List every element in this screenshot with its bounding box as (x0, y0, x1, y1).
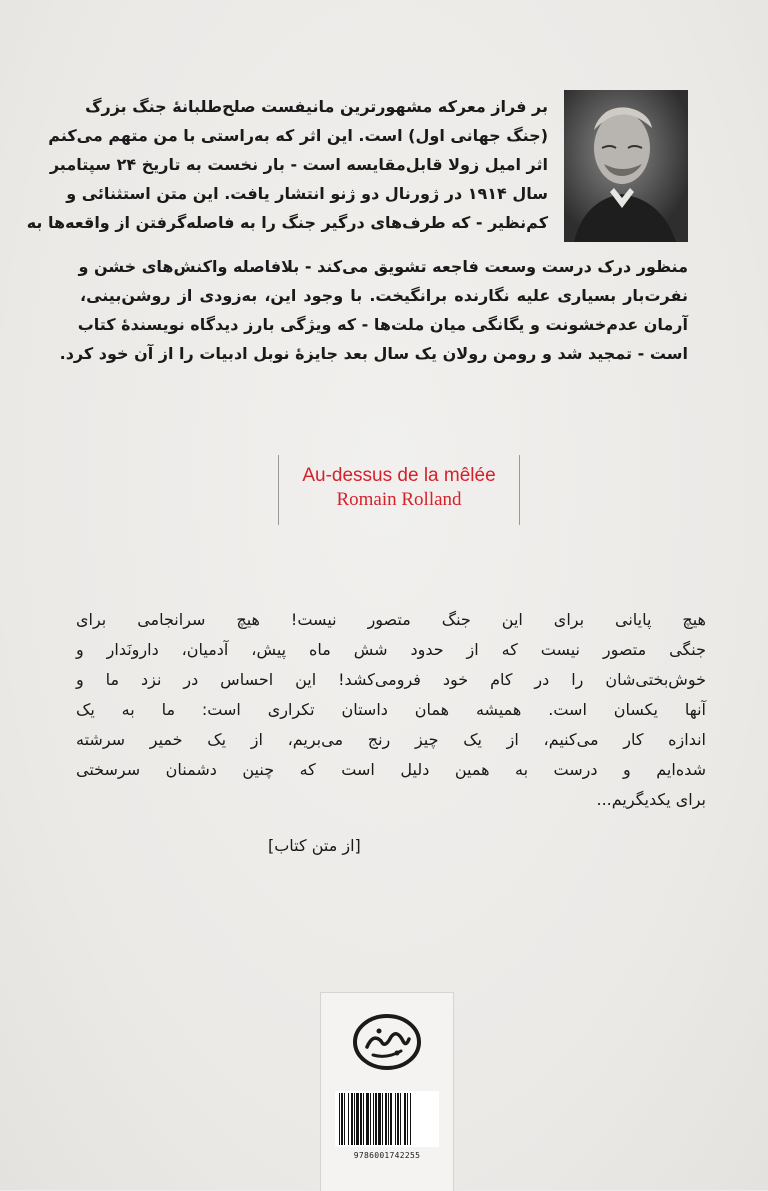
blurb-line: است - تمجید شد و رومن رولان یک سال بعد جایزهٔ نوبل ادبیات را از آن خود کرد. (59, 344, 688, 363)
barcode-graphic (335, 1091, 439, 1147)
barcode-bar (395, 1093, 396, 1145)
barcode-bar (373, 1093, 374, 1145)
barcode-bar (410, 1093, 411, 1145)
barcode-bar (375, 1093, 377, 1145)
barcode-bar (385, 1093, 387, 1145)
barcode-bar (397, 1093, 399, 1145)
isbn-number: 9786001742255 (353, 1151, 421, 1160)
blurb-full-width (59, 252, 688, 368)
barcode-bar (363, 1093, 364, 1145)
barcode-bar (344, 1093, 345, 1145)
barcode-bar (370, 1093, 371, 1145)
quote-line: اندازه کار می‌کنیم، از یک چیز رنج می‌بریم، از یک خمیر سرشته (76, 730, 706, 749)
quote-line: شده‌ایم و درست به همین دلیل است که چنین دشمنان سرسختی (76, 760, 706, 779)
blurb-line: بر فراز معرکه مشهورترین مانیفست صلح‌طلبانهٔ جنگ بزرگ (85, 97, 548, 116)
blurb-line: کم‌نظیر - که طرف‌های درگیر جنگ را به فاصله‌گرفتن از واقعه‌ها به (26, 213, 548, 232)
blurb-line: آرمان عدم‌خشونت و یگانگی میان ملت‌ها - که ویژگی بارز دیدگاه نویسندهٔ کتاب (77, 315, 688, 334)
publisher-box (320, 992, 454, 1191)
barcode-bar (400, 1093, 401, 1145)
quote-line: هیچ پایانی برای این جنگ متصور نیست! هیچ سرانجامی برای (76, 610, 706, 629)
barcode-bar (348, 1093, 349, 1145)
original-title: Au-dessus de la mêlée (302, 465, 496, 486)
barcode-bar (351, 1093, 353, 1145)
barcode-bar (404, 1093, 406, 1145)
blurb-line: (جنگ جهانی اول) است. این اثر که به‌راستی با من متهم می‌کنم (48, 126, 548, 145)
quote-line: آنها یکسان است. همیشه همان داستان تکراری است: ما به یک (76, 700, 706, 719)
publisher-logo-icon (351, 1011, 423, 1073)
barcode-bar (341, 1093, 343, 1145)
blurb-line: نفرت‌بار بسیاری علیه نگارنده برانگیخت. با وجود این، به‌زودی از روشن‌بینی، (80, 286, 688, 305)
blurb-line: منظور درک درست وسعت فاجعه تشویق می‌کند - بلافاصله واکنش‌های خشن و (78, 257, 688, 276)
barcode-bar (360, 1093, 362, 1145)
barcode-bar (339, 1093, 340, 1145)
barcode-bar (407, 1093, 408, 1145)
quote-line: جنگی متصور نیست که از حدود شش ماه پیش، آدمیان، دارونَدار و (76, 640, 706, 659)
barcode-bar (382, 1093, 383, 1145)
quote-line: خوش‌بختی‌شان را در کام خود فرومی‌کشد! این احساس در نزد ما و (76, 670, 706, 689)
author-name: Romain Rolland (336, 489, 462, 510)
book-quote (76, 605, 706, 815)
barcode-bar (378, 1093, 381, 1145)
barcode-bar (356, 1093, 359, 1145)
blurb-line: اثر امیل زولا قابل‌مقایسه است - بار نخست به تاریخ ۲۴ سپتامبر (49, 155, 548, 174)
barcode-bar (390, 1093, 392, 1145)
original-title-box (278, 455, 520, 525)
barcode-bar (366, 1093, 369, 1145)
author-portrait-image (564, 90, 688, 242)
barcode-bar (354, 1093, 355, 1145)
author-portrait (564, 90, 688, 242)
blurb-line: سال ۱۹۱۴ در ژورنال دو ژنو انتشار یافت. این متن استثنائی و (66, 184, 548, 203)
quote-line: برای یکدیگریم... (596, 790, 706, 809)
blurb-beside-photo (26, 92, 548, 237)
barcode-bar (388, 1093, 389, 1145)
quote-source: [از متن کتاب] (268, 836, 361, 855)
